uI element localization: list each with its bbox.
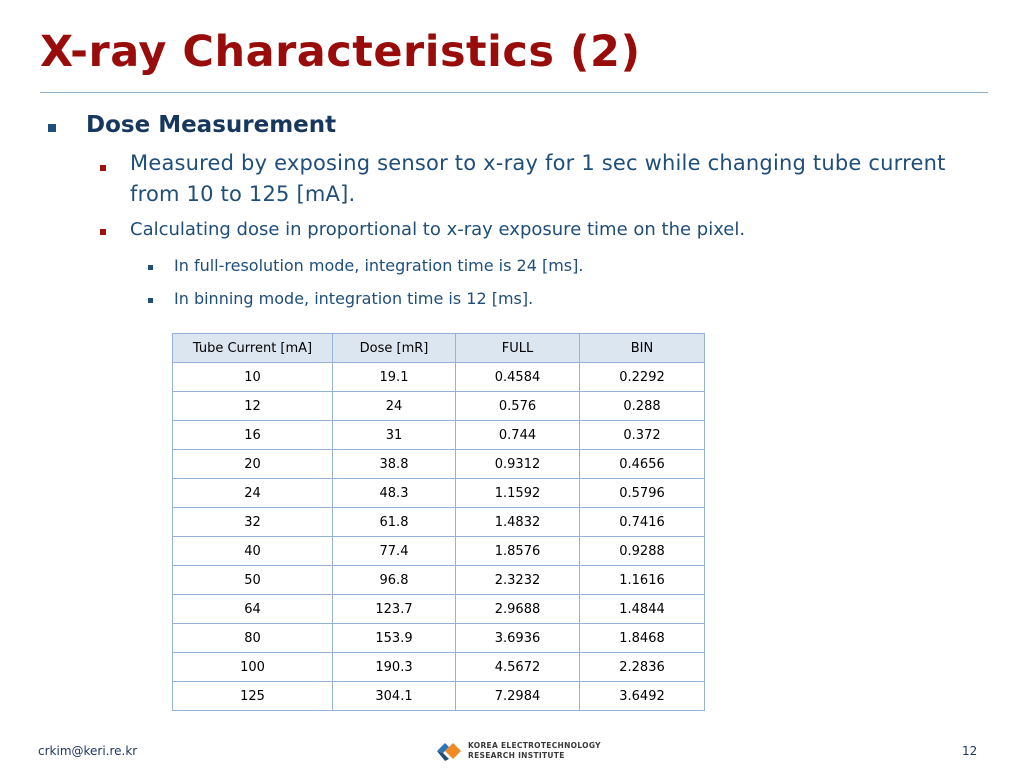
dose-cell: 153.9 [333, 624, 456, 653]
dose-cell: 190.3 [333, 653, 456, 682]
tube-current-cell: 20 [173, 450, 333, 479]
tube-current-cell: 100 [173, 653, 333, 682]
column-header-tube-current: Tube Current [mA] [173, 334, 333, 363]
square-bullet-icon [100, 165, 106, 171]
bin-cell: 0.5796 [580, 479, 705, 508]
dose-cell: 38.8 [333, 450, 456, 479]
bin-cell: 0.288 [580, 392, 705, 421]
page-number: 12 [962, 744, 978, 758]
keri-logo-icon [436, 740, 462, 762]
full-cell: 3.6936 [456, 624, 580, 653]
dose-cell: 19.1 [333, 363, 456, 392]
table-row [173, 624, 705, 653]
full-cell: 0.744 [456, 421, 580, 450]
table-row [173, 392, 705, 421]
bullet-text: In binning mode, integration time is 12 [ms]. [174, 289, 534, 308]
bin-cell: 0.372 [580, 421, 705, 450]
bin-cell: 1.1616 [580, 566, 705, 595]
tube-current-cell: 10 [173, 363, 333, 392]
bin-cell: 0.2292 [580, 363, 705, 392]
tube-current-cell: 32 [173, 508, 333, 537]
bin-cell: 3.6492 [580, 682, 705, 711]
table-row [173, 653, 705, 682]
dose-cell: 61.8 [333, 508, 456, 537]
full-cell: 4.5672 [456, 653, 580, 682]
bin-cell: 0.7416 [580, 508, 705, 537]
table-header-row [173, 334, 705, 363]
table-row [173, 479, 705, 508]
bin-cell: 1.8468 [580, 624, 705, 653]
table-row [173, 595, 705, 624]
column-header-bin: BIN [580, 334, 705, 363]
full-cell: 1.4832 [456, 508, 580, 537]
dose-cell: 24 [333, 392, 456, 421]
bullet-heading: Dose Measurement [86, 112, 337, 138]
full-cell: 7.2984 [456, 682, 580, 711]
full-cell: 0.4584 [456, 363, 580, 392]
logo-text [468, 741, 601, 761]
bin-cell: 2.2836 [580, 653, 705, 682]
dose-table [172, 333, 705, 711]
bullet-text: Calculating dose in proportional to x-ray exposure time on the pixel. [130, 219, 746, 240]
dose-cell: 31 [333, 421, 456, 450]
full-cell: 2.3232 [456, 566, 580, 595]
tube-current-cell: 12 [173, 392, 333, 421]
title-divider [40, 92, 988, 93]
table-row [173, 450, 705, 479]
dose-cell: 77.4 [333, 537, 456, 566]
tube-current-cell: 40 [173, 537, 333, 566]
table-row [173, 508, 705, 537]
tube-current-cell: 16 [173, 421, 333, 450]
table-body [173, 363, 705, 711]
bin-cell: 0.9288 [580, 537, 705, 566]
logo-text-line1: KOREA ELECTROTECHNOLOGY [468, 741, 601, 750]
full-cell: 1.8576 [456, 537, 580, 566]
table-row [173, 682, 705, 711]
dose-cell: 123.7 [333, 595, 456, 624]
tube-current-cell: 125 [173, 682, 333, 711]
tube-current-cell: 64 [173, 595, 333, 624]
table-row [173, 421, 705, 450]
slide-title: X-ray Characteristics (2) [40, 27, 641, 77]
table-row [173, 363, 705, 392]
full-cell: 1.1592 [456, 479, 580, 508]
bin-cell: 0.4656 [580, 450, 705, 479]
square-bullet-icon [48, 124, 56, 132]
table-row [173, 537, 705, 566]
full-cell: 0.9312 [456, 450, 580, 479]
bullet-text: In full-resolution mode, integration time is 24 [ms]. [174, 256, 584, 275]
square-bullet-icon [148, 298, 153, 303]
dose-cell: 304.1 [333, 682, 456, 711]
bin-cell: 1.4844 [580, 595, 705, 624]
table-row [173, 566, 705, 595]
full-cell: 2.9688 [456, 595, 580, 624]
dose-cell: 96.8 [333, 566, 456, 595]
full-cell: 0.576 [456, 392, 580, 421]
column-header-dose: Dose [mR] [333, 334, 456, 363]
footer-email: crkim@keri.re.kr [38, 744, 138, 758]
dose-cell: 48.3 [333, 479, 456, 508]
tube-current-cell: 24 [173, 479, 333, 508]
tube-current-cell: 50 [173, 566, 333, 595]
logo-text-line2: RESEARCH INSTITUTE [468, 751, 565, 760]
square-bullet-icon [100, 229, 106, 235]
square-bullet-icon [148, 265, 153, 270]
tube-current-cell: 80 [173, 624, 333, 653]
column-header-full: FULL [456, 334, 580, 363]
bullet-text: Measured by exposing sensor to x-ray for 1 sec while changing tube current from 10 to 125 [mA]. [130, 151, 946, 206]
